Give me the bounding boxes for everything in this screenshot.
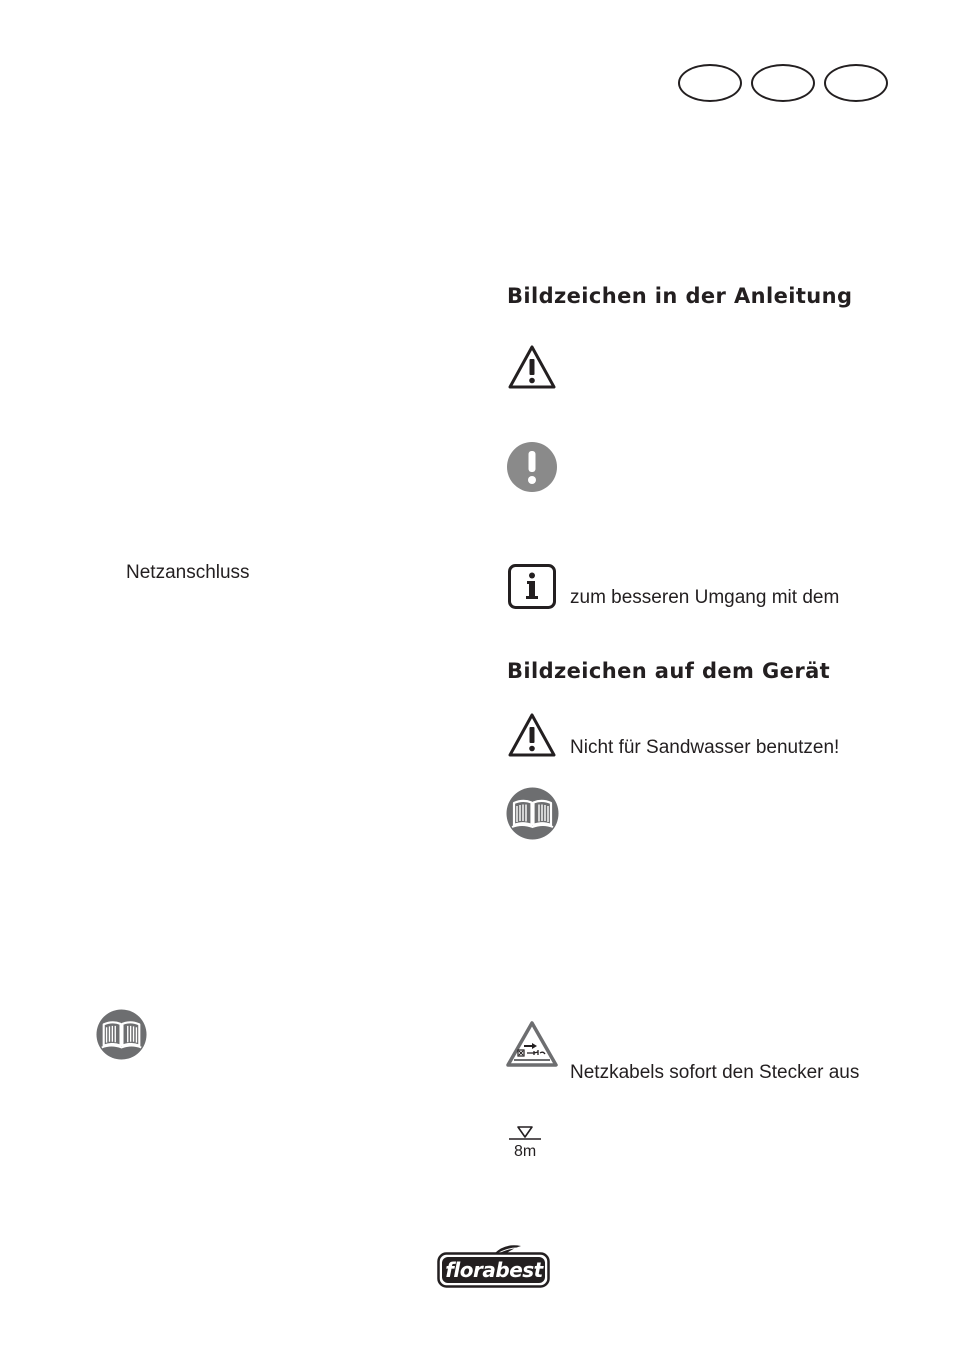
warning-triangle-icon xyxy=(507,712,557,758)
manual-symbols-heading: Bildzeichen in der Anleitung xyxy=(507,284,853,308)
florabest-logo xyxy=(437,1243,551,1289)
device-symbols-heading: Bildzeichen auf dem Gerät xyxy=(507,659,831,683)
sand-water-warning-text: Nicht für Sandwasser benutzen! xyxy=(570,737,840,758)
book-icon xyxy=(96,1009,147,1060)
depth-marker-icon xyxy=(507,1125,543,1141)
language-badge-2 xyxy=(751,64,815,102)
language-badge-1 xyxy=(678,64,742,102)
info-box-icon xyxy=(508,564,556,610)
warning-triangle-icon xyxy=(507,344,557,390)
exclamation-circle-icon xyxy=(507,442,557,492)
florabest-logo-text: florabest xyxy=(445,1258,543,1282)
language-badge-3 xyxy=(824,64,888,102)
depth-value: 8m xyxy=(514,1143,537,1160)
cable-warning-text: Netzkabels sofort den Stecker aus xyxy=(570,1062,860,1083)
unplug-warning-icon xyxy=(505,1020,559,1068)
mains-connection-label: Netzanschluss xyxy=(126,562,250,583)
book-icon xyxy=(506,787,559,840)
language-badges xyxy=(678,64,890,104)
info-symbol-text: zum besseren Umgang mit dem xyxy=(570,587,840,608)
